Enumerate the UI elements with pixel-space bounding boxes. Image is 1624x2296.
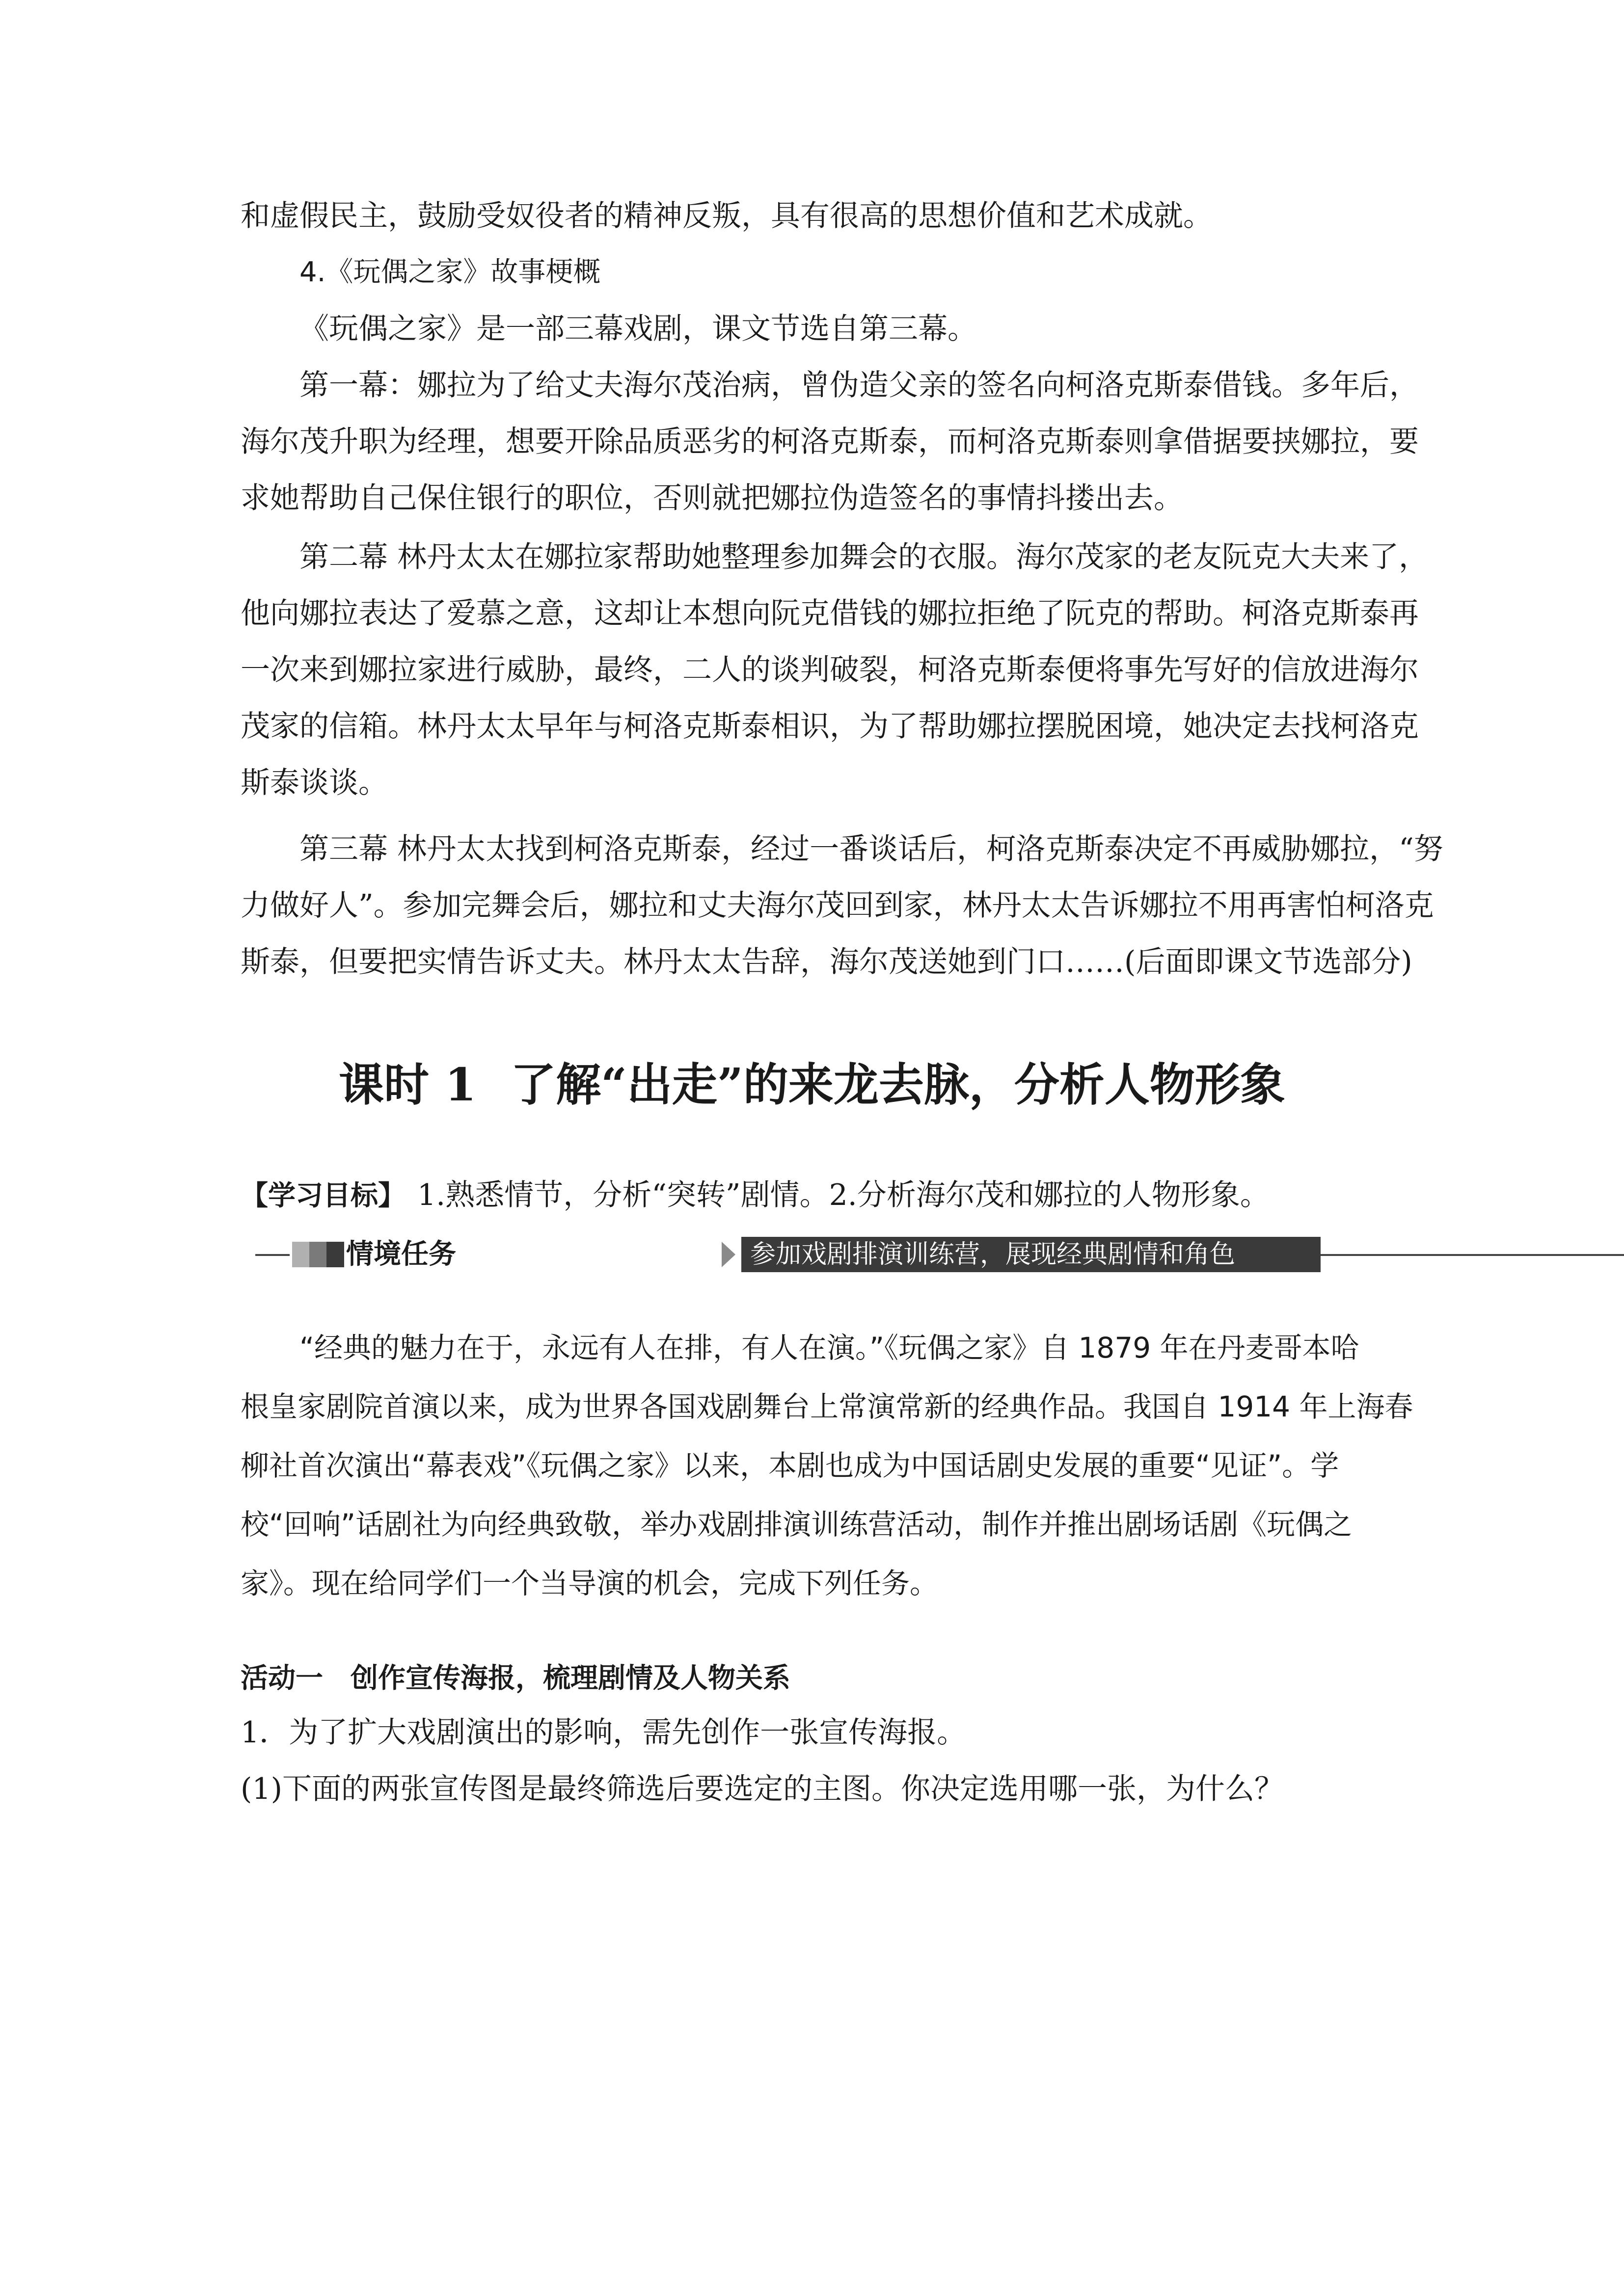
scenario-line-2: 根皇家剧院首演以来，成为世界各国戏剧舞台上常演常新的经典作品。我国自 1914 年上海春 — [241, 1390, 1413, 1423]
task-bar-text: 参加戏剧排演训练营，展现经典剧情和角色 — [741, 1237, 1321, 1272]
scenario-line-1: “经典的魅力在于，永远有人在排，有人在演。”《玩偶之家》自 1879 年在丹麦哥本哈 — [299, 1331, 1359, 1364]
learning-goal — [241, 1163, 1384, 1228]
section4-summary: 《玩偶之家》是一部三幕戏剧，课文节选自第三幕。 — [299, 312, 977, 346]
scenario-line-3: 柳社首次演出“幕表戏”《玩偶之家》以来，本剧也成为中国话剧史发展的重要“见证”。学 — [241, 1449, 1339, 1482]
intro-tail-paragraph: 和虚假民主，鼓励受奴役者的精神反叛，具有很高的思想价值和艺术成就。 — [241, 199, 1213, 233]
play-arrow-icon — [722, 1242, 735, 1267]
learning-goal-text: 1.熟悉情节，分析“突转”剧情。2.分析海尔茂和娜拉的人物形象。 — [417, 1178, 1270, 1212]
act1-line-1: 第一幕：娜拉为了给丈夫海尔茂治病，曾伪造父亲的签名向柯洛克斯泰借钱。多年后， — [299, 368, 1419, 402]
section4-heading: 4.《玩偶之家》故事梗概 — [299, 256, 601, 288]
task-bar-label: 情境任务 — [346, 1238, 456, 1270]
task-bar-line-left — [255, 1254, 290, 1256]
activity1-question-1-1: (1)下面的两张宣传图是最终筛选后要选定的主图。你决定选用哪一张，为什么？ — [241, 1772, 1284, 1806]
act2-line-1: 第二幕 林丹太太在娜拉家帮助她整理参加舞会的衣服。海尔茂家的老友阮克大夫来了， — [299, 540, 1429, 574]
learning-goal-tag: 【学习目标】 — [241, 1180, 406, 1212]
scenario-line-5: 家》。现在给同学们一个当导演的机会，完成下列任务。 — [241, 1567, 939, 1600]
act2-line-4: 茂家的信箱。林丹太太早年与柯洛克斯泰相识，为了帮助娜拉摆脱困境，她决定去找柯洛克 — [241, 709, 1419, 744]
act3-line-3: 斯泰，但要把实情告诉丈夫。林丹太太告辞，海尔茂送她到门口……(后面即课文节选部分) — [241, 945, 1412, 979]
lesson-title — [0, 1055, 1624, 1114]
task-bar-square-icon — [326, 1242, 344, 1267]
activity1-question-1: 1．为了扩大戏剧演出的影响，需先创作一张宣传海报。 — [241, 1715, 967, 1750]
act2-line-3: 一次来到娜拉家进行威胁，最终，二人的谈判破裂，柯洛克斯泰便将事先写好的信放进海尔 — [241, 653, 1419, 687]
activity1-title: 活动一 创作宣传海报，梳理剧情及人物关系 — [241, 1662, 790, 1694]
task-bar — [241, 1235, 1394, 1274]
lesson-title-text: 了解“出走”的来龙去脉，分析人物形象 — [511, 1058, 1285, 1111]
task-bar-square-icon — [292, 1242, 310, 1267]
lesson-number: 课时 1 — [339, 1058, 477, 1111]
act2-line-5: 斯泰谈谈。 — [241, 766, 388, 800]
act2-line-2: 他向娜拉表达了爱慕之意，这却让本想向阮克借钱的娜拉拒绝了阮克的帮助。柯洛克斯泰再 — [241, 596, 1419, 631]
task-bar-line-right — [1321, 1254, 1624, 1256]
act1-line-2: 海尔茂升职为经理，想要开除品质恶劣的柯洛克斯泰，而柯洛克斯泰则拿借据要挟娜拉，要 — [241, 425, 1419, 459]
act3-line-1: 第三幕 林丹太太找到柯洛克斯泰，经过一番谈话后，柯洛克斯泰决定不再威胁娜拉，“努 — [299, 832, 1443, 866]
act1-line-3: 求她帮助自己保住银行的职位，否则就把娜拉伪造签名的事情抖搂出去。 — [241, 481, 1183, 515]
task-bar-square-icon — [309, 1242, 327, 1267]
scenario-line-4: 校“回响”话剧社为向经典致敬，举办戏剧排演训练营活动，制作并推出剧场话剧《玩偶之 — [241, 1508, 1353, 1541]
act3-line-2: 力做好人”。参加完舞会后，娜拉和丈夫海尔茂回到家，林丹太太告诉娜拉不用再害怕柯洛克 — [241, 888, 1434, 923]
